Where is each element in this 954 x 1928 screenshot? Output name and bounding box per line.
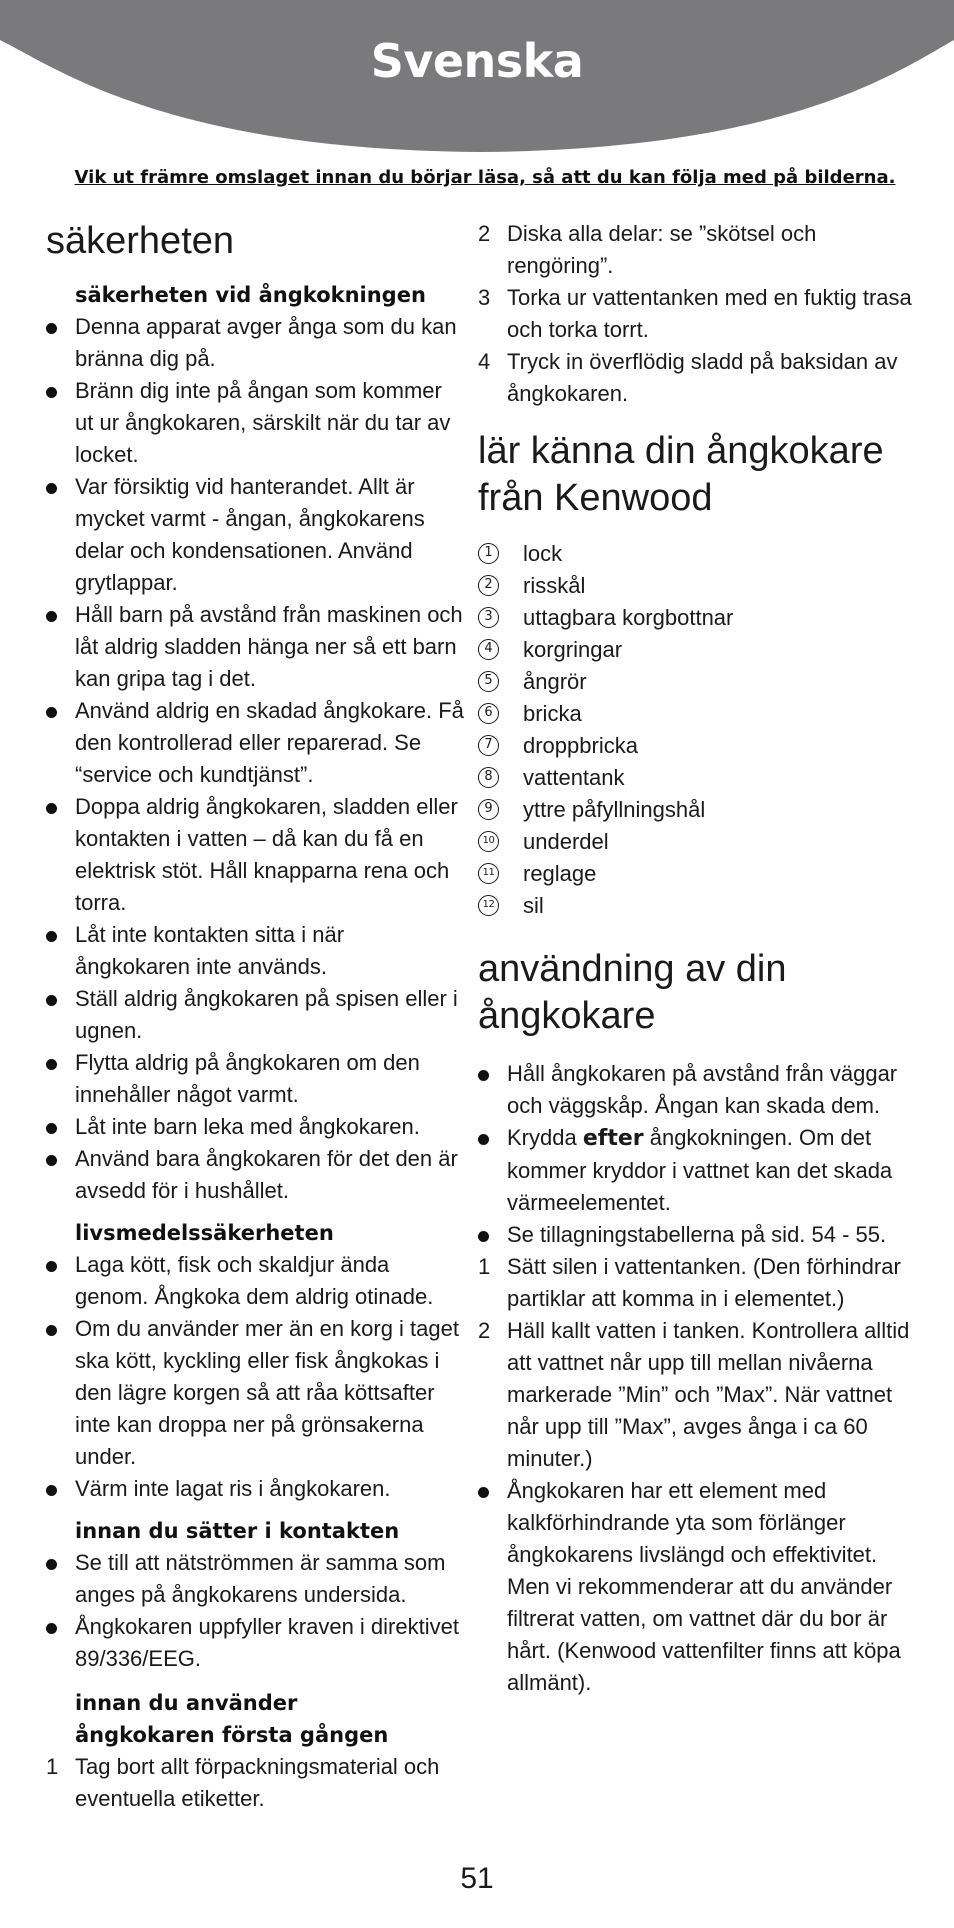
circled-number-icon: 3 [478,607,499,628]
plug-heading: innan du sätter i kontakten [75,1519,400,1543]
list-item: Använd aldrig en skadad ångkokare. Få den kontrollerad eller reparerad. Se “service och kundtjänst”. [46,695,464,791]
bullet-icon [46,803,57,814]
circled-number-icon: 8 [478,767,499,788]
bullet-icon [46,1325,57,1336]
part-item: 11 reglage [478,858,918,890]
step-item: 2 Häll kallt vatten i tanken. Kontrollera alltid att vattnet når upp till mellan nivåerna markerade ”Min” och ”Max”. När vattnet når upp till ”Max”, avges ånga i ca 60 minuter.) [478,1318,910,1471]
plug-list [46,1547,464,1675]
circled-number-icon: 11 [478,863,499,884]
parts-heading: lär känna din ångkokare från Kenwood [478,430,884,519]
first-use-steps [46,1751,464,1815]
bullet-icon [46,323,57,334]
steaming-safety-list [46,311,464,1207]
step-item: 3 Torka ur vattentanken med en fuktig trasa och torka torrt. [478,285,912,342]
usage-heading: användning av din ångkokare [478,948,787,1037]
usage-list [478,1058,918,1699]
bullet-icon [46,1261,57,1272]
list-item: Krydda efter ångkokningen. Om det kommer kryddor i vattnet kan det skada värmeelementet. [478,1122,918,1219]
list-item: Ångkokaren uppfyller kraven i direktivet 89/336/EEG. [46,1611,464,1675]
circled-number-icon: 6 [478,703,499,724]
part-item: 3 uttagbara korgbottnar [478,602,918,634]
part-item: 1 lock [478,538,918,570]
right-column [478,218,918,1699]
bullet-icon [46,1485,57,1496]
step-item: 1 Tag bort allt förpackningsmaterial och eventuella etiketter. [46,1754,440,1811]
part-item: 12 sil [478,890,918,922]
part-item: 10 underdel [478,826,918,858]
part-item: 8 vattentank [478,762,918,794]
page-number: 51 [460,1862,494,1895]
bullet-icon [478,1070,489,1081]
bullet-icon [46,1123,57,1134]
part-item: 4 korgringar [478,634,918,666]
bullet-icon [46,931,57,942]
list-item: Låt inte barn leka med ångkokaren. [46,1111,464,1143]
part-item: 2 risskål [478,570,918,602]
part-item: 9 yttre påfyllningshål [478,794,918,826]
bullet-icon [46,1623,57,1634]
list-item: Se tillagningstabellerna på sid. 54 - 55. [478,1219,918,1251]
circled-number-icon: 7 [478,735,499,756]
page-title: Svenska [370,34,584,88]
list-item: Använd bara ångkokaren för det den är avsedd för i hushållet. [46,1143,464,1207]
bullet-icon [46,1059,57,1070]
list-item: Håll barn på avstånd från maskinen och låt aldrig sladden hänga ner så ett barn kan gripa tag i det. [46,599,464,695]
circled-number-icon: 5 [478,671,499,692]
bullet-icon [46,995,57,1006]
circled-number-icon: 12 [478,895,499,916]
bullet-icon [478,1487,489,1498]
first-use-steps-continued [478,218,918,410]
bullet-icon [46,707,57,718]
part-item: 6 bricka [478,698,918,730]
circled-number-icon: 1 [478,543,499,564]
food-safety-heading: livsmedelssäkerheten [75,1221,334,1245]
step-item: 4 Tryck in överflödig sladd på baksidan av ångkokaren. [478,349,898,406]
bullet-icon [46,1559,57,1570]
step-item: 1 Sätt silen i vattentanken. (Den förhindrar partiklar att komma in i elementet.) [478,1254,901,1311]
bullet-icon [46,1155,57,1166]
bullet-icon [478,1231,489,1242]
steaming-safety-heading: säkerheten vid ångkokningen [75,283,426,307]
bullet-icon [478,1134,489,1145]
first-use-heading: innan du använder ångkokaren första gången [75,1691,389,1747]
bullet-icon [46,387,57,398]
list-item: Denna apparat avger ånga som du kan bränna dig på. [46,311,464,375]
list-item: Låt inte kontakten sitta i när ångkokaren inte används. [46,919,464,983]
circled-number-icon: 9 [478,799,499,820]
list-item: Om du använder mer än en korg i taget ska kött, kyckling eller fisk ångkokas i den lägre korgen så att råa köttsafter inte kan droppa ner på grönsakerna under. [46,1313,464,1473]
bullet-icon [46,611,57,622]
step-item: 2 Diska alla delar: se ”skötsel och rengöring”. [478,221,817,278]
list-item: Se till att nätströmmen är samma som anges på ångkokarens undersida. [46,1547,464,1611]
intro-note: Vik ut främre omslaget innan du börjar läsa, så att du kan följa med på bilderna. [74,167,896,188]
parts-list [478,538,918,922]
bullet-icon [46,483,57,494]
list-item: Var försiktig vid hanterandet. Allt är mycket varmt - ångan, ångkokarens delar och kondensationen. Använd grytlappar. [46,471,464,599]
list-item: Laga kött, fisk och skaldjur ända genom. Ångkoka dem aldrig otinade. [46,1249,464,1313]
circled-number-icon: 10 [478,831,499,852]
list-item: Håll ångkokaren på avstånd från väggar och väggskåp. Ångan kan skada dem. [478,1058,918,1122]
safety-heading: säkerheten [46,220,235,262]
list-item: Ångkokaren har ett element med kalkförhindrande yta som förlänger ångkokarens livslängd och effektivitet. Men vi rekommenderar att du använder filtrerat vatten, om vattnet där du bor är hårt. (Kenwood vattenfilter finns att köpa allmänt). [478,1475,918,1699]
list-item: Värm inte lagat ris i ångkokaren. [46,1473,464,1505]
circled-number-icon: 2 [478,575,499,596]
list-item: Flytta aldrig på ångkokaren om den innehåller något varmt. [46,1047,464,1111]
part-item: 5 ångrör [478,666,918,698]
food-safety-list [46,1249,464,1505]
part-item: 7 droppbricka [478,730,918,762]
list-item: Ställ aldrig ångkokaren på spisen eller i ugnen. [46,983,464,1047]
list-item: Doppa aldrig ångkokaren, sladden eller kontakten i vatten – då kan du få en elektrisk stöt. Håll knapparna rena och torra. [46,791,464,919]
left-column [46,218,464,1815]
list-item: Bränn dig inte på ångan som kommer ut ur ångkokaren, särskilt när du tar av locket. [46,375,464,471]
circled-number-icon: 4 [478,639,499,660]
